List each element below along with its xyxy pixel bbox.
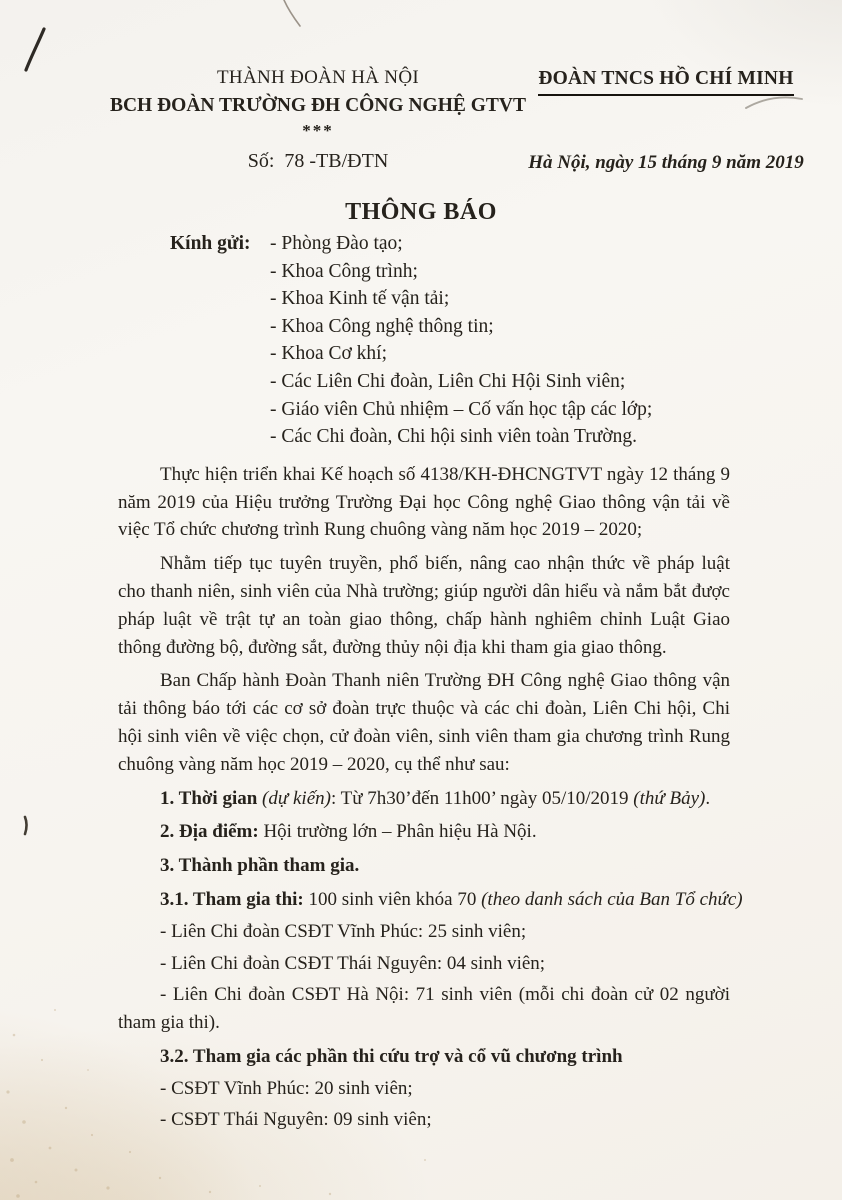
time-period: . bbox=[705, 787, 711, 809]
section-participants-line bbox=[118, 852, 730, 880]
section-venue-line bbox=[118, 818, 730, 846]
quiz-allocation-list bbox=[118, 918, 730, 1037]
time-day-note: (thứ Bảy) bbox=[633, 787, 706, 809]
issuing-org-block bbox=[108, 66, 528, 174]
support-allocation-list bbox=[118, 1075, 730, 1135]
venue-label: 2. Địa điểm: bbox=[160, 821, 264, 843]
quiz-allocation-item: - Liên Chi đoàn CSĐT Hà Nội: 71 sinh viên (mỗi chi đoàn cử 02 người tham gia thi). bbox=[118, 984, 730, 1034]
union-header-block bbox=[528, 66, 804, 175]
document-header bbox=[0, 0, 842, 196]
recipient-item: - Các Liên Chi đoàn, Liên Chi Hội Sinh viên; bbox=[270, 370, 626, 392]
section-time-line bbox=[118, 785, 730, 813]
parent-org-name: THÀNH ĐOÀN HÀ NỘI bbox=[217, 67, 419, 88]
recipients-list bbox=[270, 230, 652, 451]
time-value: Từ 7h30’đến 11h00’ ngày 05/10/2019 bbox=[340, 787, 634, 809]
recipient-item: - Khoa Kinh tế vận tải; bbox=[270, 288, 450, 310]
org-name: BCH ĐOÀN TRƯỜNG ĐH CÔNG NGHỆ GTVT bbox=[109, 95, 527, 116]
venue-value: Hội trường lớn – Phân hiệu Hà Nội. bbox=[263, 821, 537, 843]
recipient-item: - Phòng Đào tạo; bbox=[270, 233, 403, 254]
support-allocation-item: - CSĐT Thái Nguyên: 09 sinh viên; bbox=[160, 1109, 432, 1131]
support-allocation-item: - CSĐT Vĩnh Phúc: 20 sinh viên; bbox=[160, 1077, 413, 1099]
body-paragraph: Nhằm tiếp tục tuyên truyền, phổ biến, nâng cao nhận thức về pháp luật cho thanh niên, sinh viên của Nhà trường; giúp người dân hiểu và nắm bắt được pháp luật về trật tự an toàn giao thông, chấp hành nghiêm chỉnh Luật Giao thông đường bộ, đường sắt, đường thủy nội địa khi tham gia giao thông. bbox=[118, 553, 730, 658]
body-paragraphs bbox=[118, 461, 730, 779]
section-support-line bbox=[118, 1043, 730, 1071]
time-label: 1. Thời gian bbox=[160, 787, 263, 809]
org-separator: *** bbox=[302, 121, 334, 140]
quiz-value: 100 sinh viên khóa 70 bbox=[308, 888, 482, 910]
recipient-item: - Khoa Công trình; bbox=[270, 260, 418, 282]
time-colon: : bbox=[330, 787, 341, 809]
recipient-item: - Giáo viên Chủ nhiệm – Cố vấn học tập các lớp; bbox=[270, 398, 653, 420]
sections-block bbox=[118, 785, 743, 1135]
document-body bbox=[0, 461, 842, 1135]
support-label: 3.2. Tham gia các phần thi cứu trợ và cổ vũ chương trình bbox=[160, 1045, 623, 1067]
recipients-block bbox=[0, 230, 842, 451]
quiz-label: 3.1. Tham gia thi: bbox=[160, 888, 309, 910]
document-number: Số: 78 -TB/ĐTN bbox=[247, 150, 389, 172]
recipient-item: - Khoa Cơ khí; bbox=[270, 343, 388, 365]
body-paragraph: Ban Chấp hành Đoàn Thanh niên Trường ĐH Công nghệ Giao thông vận tải thông báo tới các cơ sở đoàn trực thuộc và các chi đoàn, Liên Chi hội, Chi hội sinh viên về việc chọn, cử đoàn viên, sinh viên tham gia chương trình Rung chuông vàng năm học 2019 – 2020, cụ thể như sau: bbox=[118, 670, 730, 775]
section-quiz-line bbox=[118, 886, 743, 914]
participants-label: 3. Thành phần tham gia. bbox=[160, 855, 360, 877]
document-title: THÔNG BÁO bbox=[345, 199, 497, 225]
recipients-label: Kính gửi: bbox=[170, 233, 251, 254]
union-name: ĐOÀN TNCS HỒ CHÍ MINH bbox=[538, 66, 793, 96]
time-note: (dự kiến) bbox=[262, 787, 331, 809]
quiz-allocation-item: - Liên Chi đoàn CSĐT Vĩnh Phúc: 25 sinh viên; bbox=[160, 920, 527, 942]
body-paragraph: Thực hiện triển khai Kế hoạch số 4138/KH-ĐHCNGTVT ngày 12 tháng 9 năm 2019 của Hiệu trưởng Trường Đại học Công nghệ Giao thông vận tải về việc Tổ chức chương trình Rung chuông vàng năm học 2019 – 2020; bbox=[118, 463, 730, 541]
quiz-allocation-item: - Liên Chi đoàn CSĐT Thái Nguyên: 04 sinh viên; bbox=[160, 952, 546, 974]
recipient-item: - Khoa Công nghệ thông tin; bbox=[270, 315, 494, 337]
quiz-note: (theo danh sách của Ban Tổ chức) bbox=[481, 888, 743, 910]
recipient-item: - Các Chi đoàn, Chi hội sinh viên toàn Trường. bbox=[270, 426, 638, 448]
place-date-line: Hà Nội, ngày 15 tháng 9 năm 2019 bbox=[528, 152, 804, 173]
